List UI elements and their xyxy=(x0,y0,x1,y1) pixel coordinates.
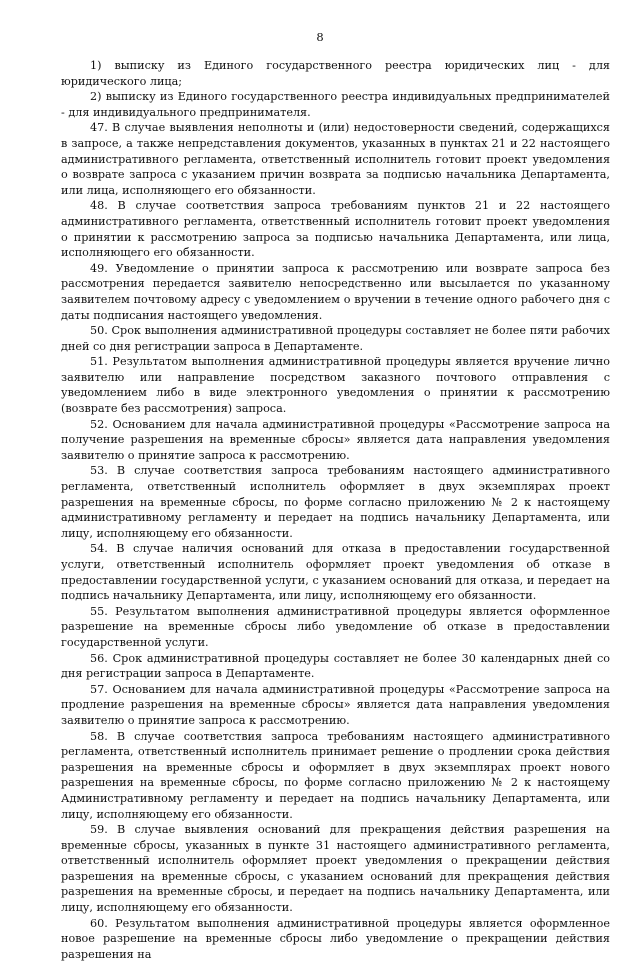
page-number: 8 xyxy=(316,30,324,44)
paragraph-59: 59. В случае выявления оснований для прекращения действия разрешения на временные сбросы, указанных в пункте 31 настоящего административного регламента, ответственный исполнитель оформляет проект уведомления о прекращении действия разрешения на временные сбросы, с указанием оснований для прекращения действия разрешения на временные сбросы, и передает на подпись начальнику Департамента, или лицу, исполняющему его обязанности. xyxy=(61,823,610,915)
paragraph-item-2: 2) выписку из Единого государственного реестра индивидуальных предпринимателей - для индивидуального предпринимателя. xyxy=(61,90,610,119)
paragraph-47: 47. В случае выявления неполноты и (или) недостоверности сведений, содержащихся в запросе, а также непредставления документов, указанных в пунктах 21 и 22 настоящего административного регламента, ответственный исполнитель готовит проект уведомления о возврате запроса с указанием причин возврата за подписью начальника Департамента, или лица, исполняющего его обязанности. xyxy=(61,121,610,197)
paragraph-60: 60. Результатом выполнения административной процедуры является оформленное новое разрешение на временные сбросы либо уведомление о прекращении действия разрешения на xyxy=(61,916,610,961)
paragraph-53: 53. В случае соответствия запроса требованиям настоящего административного регламента, ответственный исполнитель оформляет в двух экземплярах проект разрешения на временные сбросы, по форме согласно приложению № 2 к настоящему административному регламенту и передает на подпись начальнику Департамента, или лицу, исполняющему его обязанности. xyxy=(61,464,610,540)
paragraph-56: 56. Срок административной процедуры составляет не более 30 календарных дней со дня регистрации запроса в Департаменте. xyxy=(61,651,610,681)
paragraph-55: 55. Результатом выполнения административной процедуры является оформленное разрешение на временные сбросы либо уведомление об отказе в предоставлении государственной услуги. xyxy=(61,604,610,649)
paragraph-49: 49. Уведомление о принятии запроса к рассмотрению или возврате запроса без рассмотрения передается заявителю непосредственно или высылается по указанному заявителем почтовому адресу с уведомлением о вручении в течение одного рабочего дня с даты подписания настоящего уведомления. xyxy=(61,261,610,322)
paragraph-48: 48. В случае соответствия запроса требованиям пунктов 21 и 22 настоящего административного регламента, ответственный исполнитель готовит проект уведомления о принятии к рассмотрению запроса за подписью начальника Департамента, или лица, исполняющего его обязанности. xyxy=(61,199,610,260)
document-body xyxy=(61,58,610,962)
paragraph-54: 54. В случае наличия оснований для отказа в предоставлении государственной услуги, ответственный исполнитель оформляет проект уведомления об отказе в предоставлении государственной услуги, с указанием оснований для отказа, и передает на подпись начальнику Департамента, или лицу, исполняющему его обязанности. xyxy=(61,542,610,603)
paragraph-52: 52. Основанием для начала административной процедуры «Рассмотрение запроса на получение разрешения на временные сбросы» является дата направления уведомления заявителю о принятие запроса к рассмотрению. xyxy=(61,417,610,462)
paragraph-50: 50. Срок выполнения административной процедуры составляет не более пяти рабочих дней со дня регистрации запроса в Департаменте. xyxy=(61,324,610,353)
paragraph-51: 51. Результатом выполнения административной процедуры является вручение лично заявителю или направление посредством заказного почтового отправления с уведомлением либо в виде электронного уведомления о принятии к рассмотрению (возврате без рассмотрения) запроса. xyxy=(61,355,610,416)
paragraph-58: 58. В случае соответствия запроса требованиям настоящего административного регламента, ответственный исполнитель принимает решение о продлении срока действия разрешения на временные сбросы и оформляет в двух экземплярах проект нового разрешения на временные сбросы, по форме согласно приложению № 2 к настоящему Административному регламенту и передает на подпись начальнику Департамента, или лицу, исполняющему его обязанности. xyxy=(61,729,610,821)
paragraph-57: 57. Основанием для начала административной процедуры «Рассмотрение запроса на продление разрешения на временные сбросы» является дата направления уведомления заявителю о принятие запроса к рассмотрению. xyxy=(61,682,610,727)
paragraph-item-1: 1) выписку из Единого государственного реестра юридических лиц - для юридического лица; xyxy=(61,59,610,88)
